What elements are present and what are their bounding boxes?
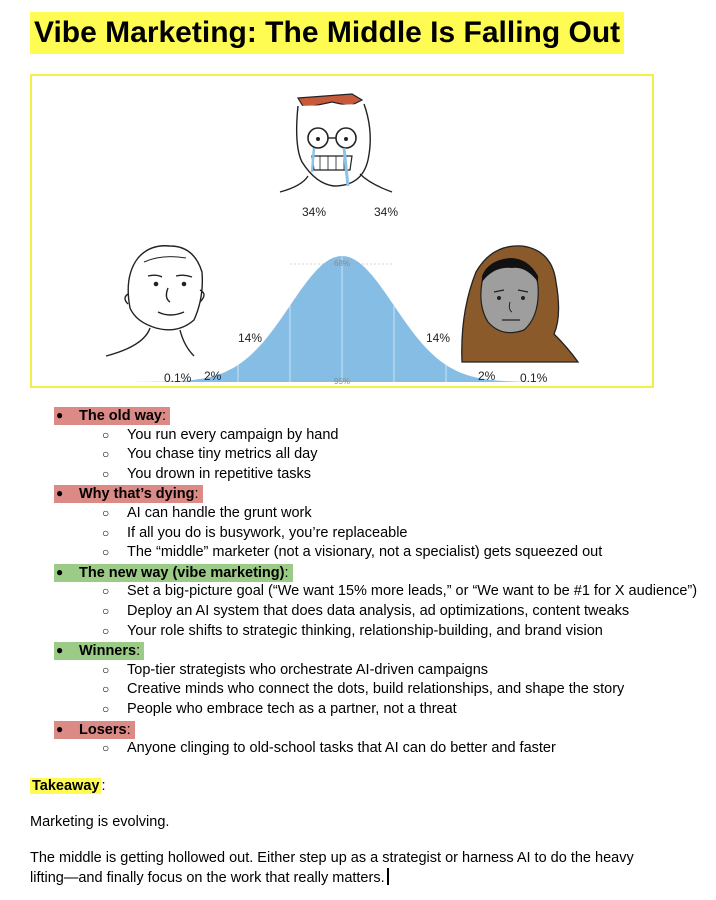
section-heading <box>0 720 716 740</box>
list-item-text: You drown in repetitive tasks <box>127 465 312 482</box>
bullet-icon: ● <box>56 564 64 579</box>
section-heading <box>0 641 716 661</box>
section-label <box>54 642 144 660</box>
percent-label: 14% <box>426 331 451 345</box>
takeaway-label: Takeaway <box>32 778 100 794</box>
bullet-icon: ● <box>56 643 64 658</box>
percent-label: 2% <box>204 369 222 383</box>
right-character-illustration <box>462 246 578 362</box>
list-item-text: If all you do is busywork, you’re replaceable <box>127 524 408 541</box>
bullet-icon: ● <box>56 408 64 422</box>
text-cursor <box>387 868 389 885</box>
section-label <box>54 407 170 425</box>
sub-bullet-icon: ○ <box>102 466 110 481</box>
section-label-text: The new way (vibe marketing) <box>79 564 285 581</box>
section-label <box>54 485 203 503</box>
list-item <box>0 465 716 485</box>
list-item <box>0 602 716 622</box>
list-item-text: You chase tiny metrics all day <box>127 446 318 463</box>
sub-bullet-icon: ○ <box>102 741 110 756</box>
section-label-text: Why that’s dying <box>79 486 195 503</box>
section-label-colon: : <box>194 486 199 503</box>
percent-label: 0.1% <box>164 371 192 385</box>
percent-label: 34% <box>302 205 327 219</box>
bullet-icon: ● <box>56 486 64 501</box>
percent-label: 0.1% <box>520 371 548 385</box>
section-label-text: Losers <box>79 721 127 738</box>
paragraph-2-line-2 <box>30 868 389 888</box>
list-item-text: Creative minds who connect the dots, build relationships, and shape the story <box>127 681 625 698</box>
list-item <box>0 680 716 700</box>
section-label-colon: : <box>284 564 289 581</box>
sub-bullet-icon: ○ <box>102 701 110 716</box>
section-label-text: The old way <box>79 408 162 424</box>
bell-curve-meme <box>30 74 654 388</box>
list-item-text: Set a big-picture goal (“We want 15% more leads,” or “We want to be #1 for X audience”) <box>127 583 698 600</box>
section-label-text: Winners <box>79 643 137 660</box>
section-label-colon: : <box>162 408 167 424</box>
list-item-text: Your role shifts to strategic thinking, relationship-building, and brand vision <box>127 622 603 639</box>
band-percent-label: 95% <box>334 377 351 386</box>
list-item <box>0 739 716 759</box>
list-item-text: The “middle” marketer (not a visionary, not a specialist) gets squeezed out <box>127 544 603 561</box>
percent-label: 2% <box>478 369 496 383</box>
list-item <box>0 582 716 602</box>
list-item <box>0 622 716 642</box>
percent-label: 14% <box>238 331 263 345</box>
list-item-text: AI can handle the grunt work <box>127 504 312 521</box>
list-item-text: Deploy an AI system that does data analysis, ad optimizations, content tweaks <box>127 602 630 619</box>
list-item <box>0 661 716 681</box>
bell-curve-chart <box>32 76 652 386</box>
section-label <box>54 721 135 739</box>
paragraph-1: Marketing is evolving. <box>30 814 170 830</box>
list-item-text: You run every campaign by hand <box>127 426 339 443</box>
sub-bullet-icon: ○ <box>102 505 110 520</box>
sub-bullet-icon: ○ <box>102 545 110 560</box>
section-heading <box>0 484 716 504</box>
list-item-text: Anyone clinging to old-school tasks that AI can do better and faster <box>127 740 556 757</box>
list-item <box>0 700 716 720</box>
band-percent-label: 68% <box>334 259 351 268</box>
outline-list <box>0 406 716 759</box>
sub-bullet-icon: ○ <box>102 603 110 618</box>
paragraph-2-line-1: The middle is getting hollowed out. Either step up as a strategist or harness AI to do the heavy <box>30 850 634 866</box>
left-character-illustration <box>106 246 204 356</box>
percent-label: 34% <box>374 205 399 219</box>
section-heading <box>0 563 716 583</box>
list-item-text: Top-tier strategists who orchestrate AI-driven campaigns <box>127 661 489 678</box>
center-character-illustration <box>280 94 392 192</box>
paragraph-2-text: lifting—and finally focus on the work that really matters. <box>30 870 385 886</box>
section-label <box>54 564 293 582</box>
sub-bullet-icon: ○ <box>102 584 110 599</box>
takeaway-line <box>30 776 105 796</box>
sub-bullet-icon: ○ <box>102 427 110 442</box>
section-label-colon: : <box>136 643 141 660</box>
page-title: Vibe Marketing: The Middle Is Falling Out <box>30 12 624 54</box>
sub-bullet-icon: ○ <box>102 525 110 540</box>
sub-bullet-icon: ○ <box>102 447 110 462</box>
section-label-colon: : <box>126 721 131 738</box>
list-item <box>0 426 716 446</box>
list-item-text: People who embrace tech as a partner, not a threat <box>127 700 457 717</box>
takeaway-colon: : <box>101 778 106 794</box>
sub-bullet-icon: ○ <box>102 682 110 697</box>
sub-bullet-icon: ○ <box>102 623 110 638</box>
list-item <box>0 543 716 563</box>
section-heading <box>0 406 716 426</box>
list-item <box>0 524 716 544</box>
list-item <box>0 504 716 524</box>
list-item <box>0 445 716 465</box>
sub-bullet-icon: ○ <box>102 662 110 677</box>
bullet-icon: ● <box>56 721 64 736</box>
